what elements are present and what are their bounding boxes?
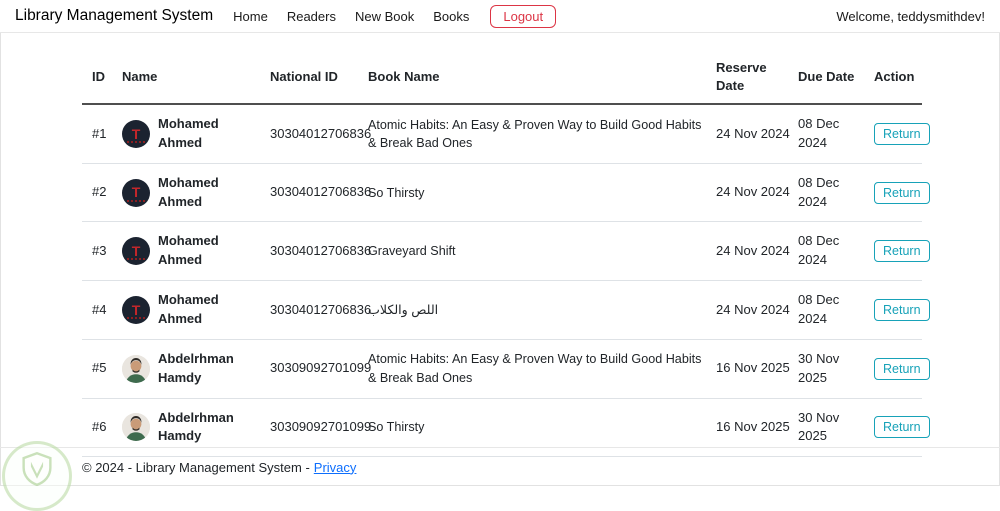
return-button[interactable]: Return [874,416,930,438]
reader-avatar [122,413,150,441]
reader-cell [122,409,262,447]
row-id: #4 [82,281,122,340]
reader-cell [122,174,262,212]
reader-name: Mohamed Ahmed [158,174,219,209]
col-header-id: ID [82,50,122,104]
row-id: #1 [82,104,122,163]
reader-cell [122,232,262,270]
reserve-date: 16 Nov 2025 [716,398,798,457]
reader-name: Mohamed Ahmed [158,116,219,150]
col-header-national-id: National ID [270,50,368,104]
reader-name: Abdelrhman Hamdy [158,350,234,385]
reservations-table [82,50,922,457]
top-navbar [0,0,1000,33]
reader-avatar: T [122,120,150,148]
book-name: So Thirsty [368,163,716,222]
reserve-date: 24 Nov 2024 [716,104,798,163]
reader-cell [122,291,262,329]
nav-item-readers[interactable]: Readers [286,8,336,24]
col-header-reserve-date: Reserve Date [716,50,798,104]
nav-item-books[interactable]: Books [433,8,470,24]
main-nav [233,5,556,28]
reservations-page [0,33,1000,457]
reader-avatar: T [122,237,150,265]
reserve-date: 24 Nov 2024 [716,281,798,340]
national-id-value: 30304012706836 [270,104,368,163]
return-button[interactable]: Return [874,123,930,145]
due-date: 08 Dec 2024 [798,174,840,209]
reserve-date: 16 Nov 2025 [716,339,798,398]
reader-cell [122,115,262,153]
table-row [82,104,922,163]
due-date: 08 Dec 2024 [798,292,840,326]
page-footer [0,447,1000,486]
col-header-action: Action [874,50,922,104]
table-row [82,163,922,222]
return-button[interactable]: Return [874,240,930,262]
reserve-date: 24 Nov 2024 [716,222,798,281]
row-id: #3 [82,222,122,281]
book-name: اللص والكلاب [368,281,716,340]
nav-item-new-book[interactable]: New Book [354,8,415,24]
return-button[interactable]: Return [874,182,930,204]
book-name: So Thirsty [368,398,716,457]
table-row [82,281,922,340]
due-date: 08 Dec 2024 [798,116,840,150]
welcome-user-text: Welcome, teddysmithdev! [836,8,985,24]
col-header-name: Name [122,50,270,104]
national-id-value: 30309092701099 [270,398,368,457]
app-brand[interactable]: Library Management System [15,7,214,24]
due-date: 08 Dec 2024 [798,233,840,268]
return-button[interactable]: Return [874,358,930,380]
book-name: Atomic Habits: An Easy & Proven Way to Build Good Habits & Break Bad Ones [368,104,716,163]
reader-name: Abdelrhman Hamdy [158,409,234,444]
due-date: 30 Nov 2025 [798,409,840,444]
nav-item-home[interactable]: Home [233,8,268,24]
national-id-value: 30309092701099 [270,339,368,398]
reader-cell [122,350,262,388]
row-id: #2 [82,163,122,222]
col-header-due-date: Due Date [798,50,874,104]
col-header-book-name: Book Name [368,50,716,104]
table-header [82,50,922,104]
reserve-date: 24 Nov 2024 [716,163,798,222]
return-button[interactable]: Return [874,299,930,321]
reader-avatar: T [122,296,150,324]
row-id: #5 [82,339,122,398]
national-id-value: 30304012706836 [270,163,368,222]
reader-name: Mohamed Ahmed [158,292,219,326]
table-row [82,222,922,281]
national-id-value: 30304012706836 [270,222,368,281]
copyright-text: © 2024 - Library Management System - [82,459,310,475]
reader-avatar: T [122,179,150,207]
due-date: 30 Nov 2025 [798,350,840,385]
logout-button[interactable]: Logout [490,5,556,28]
table-body [82,104,922,457]
row-id: #6 [82,398,122,457]
national-id-value: 30304012706836 [270,281,368,340]
book-name: Graveyard Shift [368,222,716,281]
reader-name: Mohamed Ahmed [158,233,219,268]
table-row [82,339,922,398]
privacy-link[interactable]: Privacy [313,459,357,475]
reader-avatar [122,355,150,383]
book-name: Atomic Habits: An Easy & Proven Way to Build Good Habits & Break Bad Ones [368,339,716,398]
